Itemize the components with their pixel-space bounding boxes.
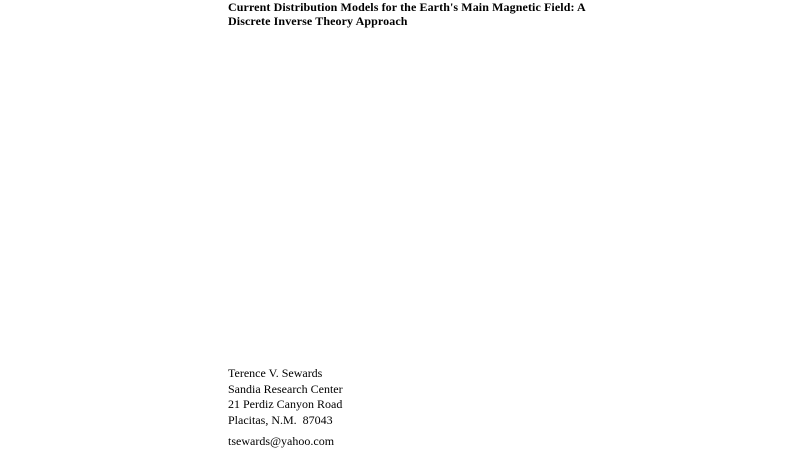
author-address-city: Placitas, N.M. 87043 xyxy=(228,413,333,428)
author-name: Terence V. Sewards xyxy=(228,366,323,380)
author-block xyxy=(228,366,343,450)
paper-title-line-2: Discrete Inverse Theory Approach xyxy=(228,13,408,28)
author-address-street: 21 Perdiz Canyon Road xyxy=(228,397,343,412)
paper-title-line-1: Current Distribution Models for the Earth's Main Magnetic Field: A xyxy=(228,0,586,14)
author-affiliation: Sandia Research Center xyxy=(228,381,343,396)
author-email: tsewards@yahoo.com xyxy=(228,434,335,449)
paper-title xyxy=(228,1,608,28)
